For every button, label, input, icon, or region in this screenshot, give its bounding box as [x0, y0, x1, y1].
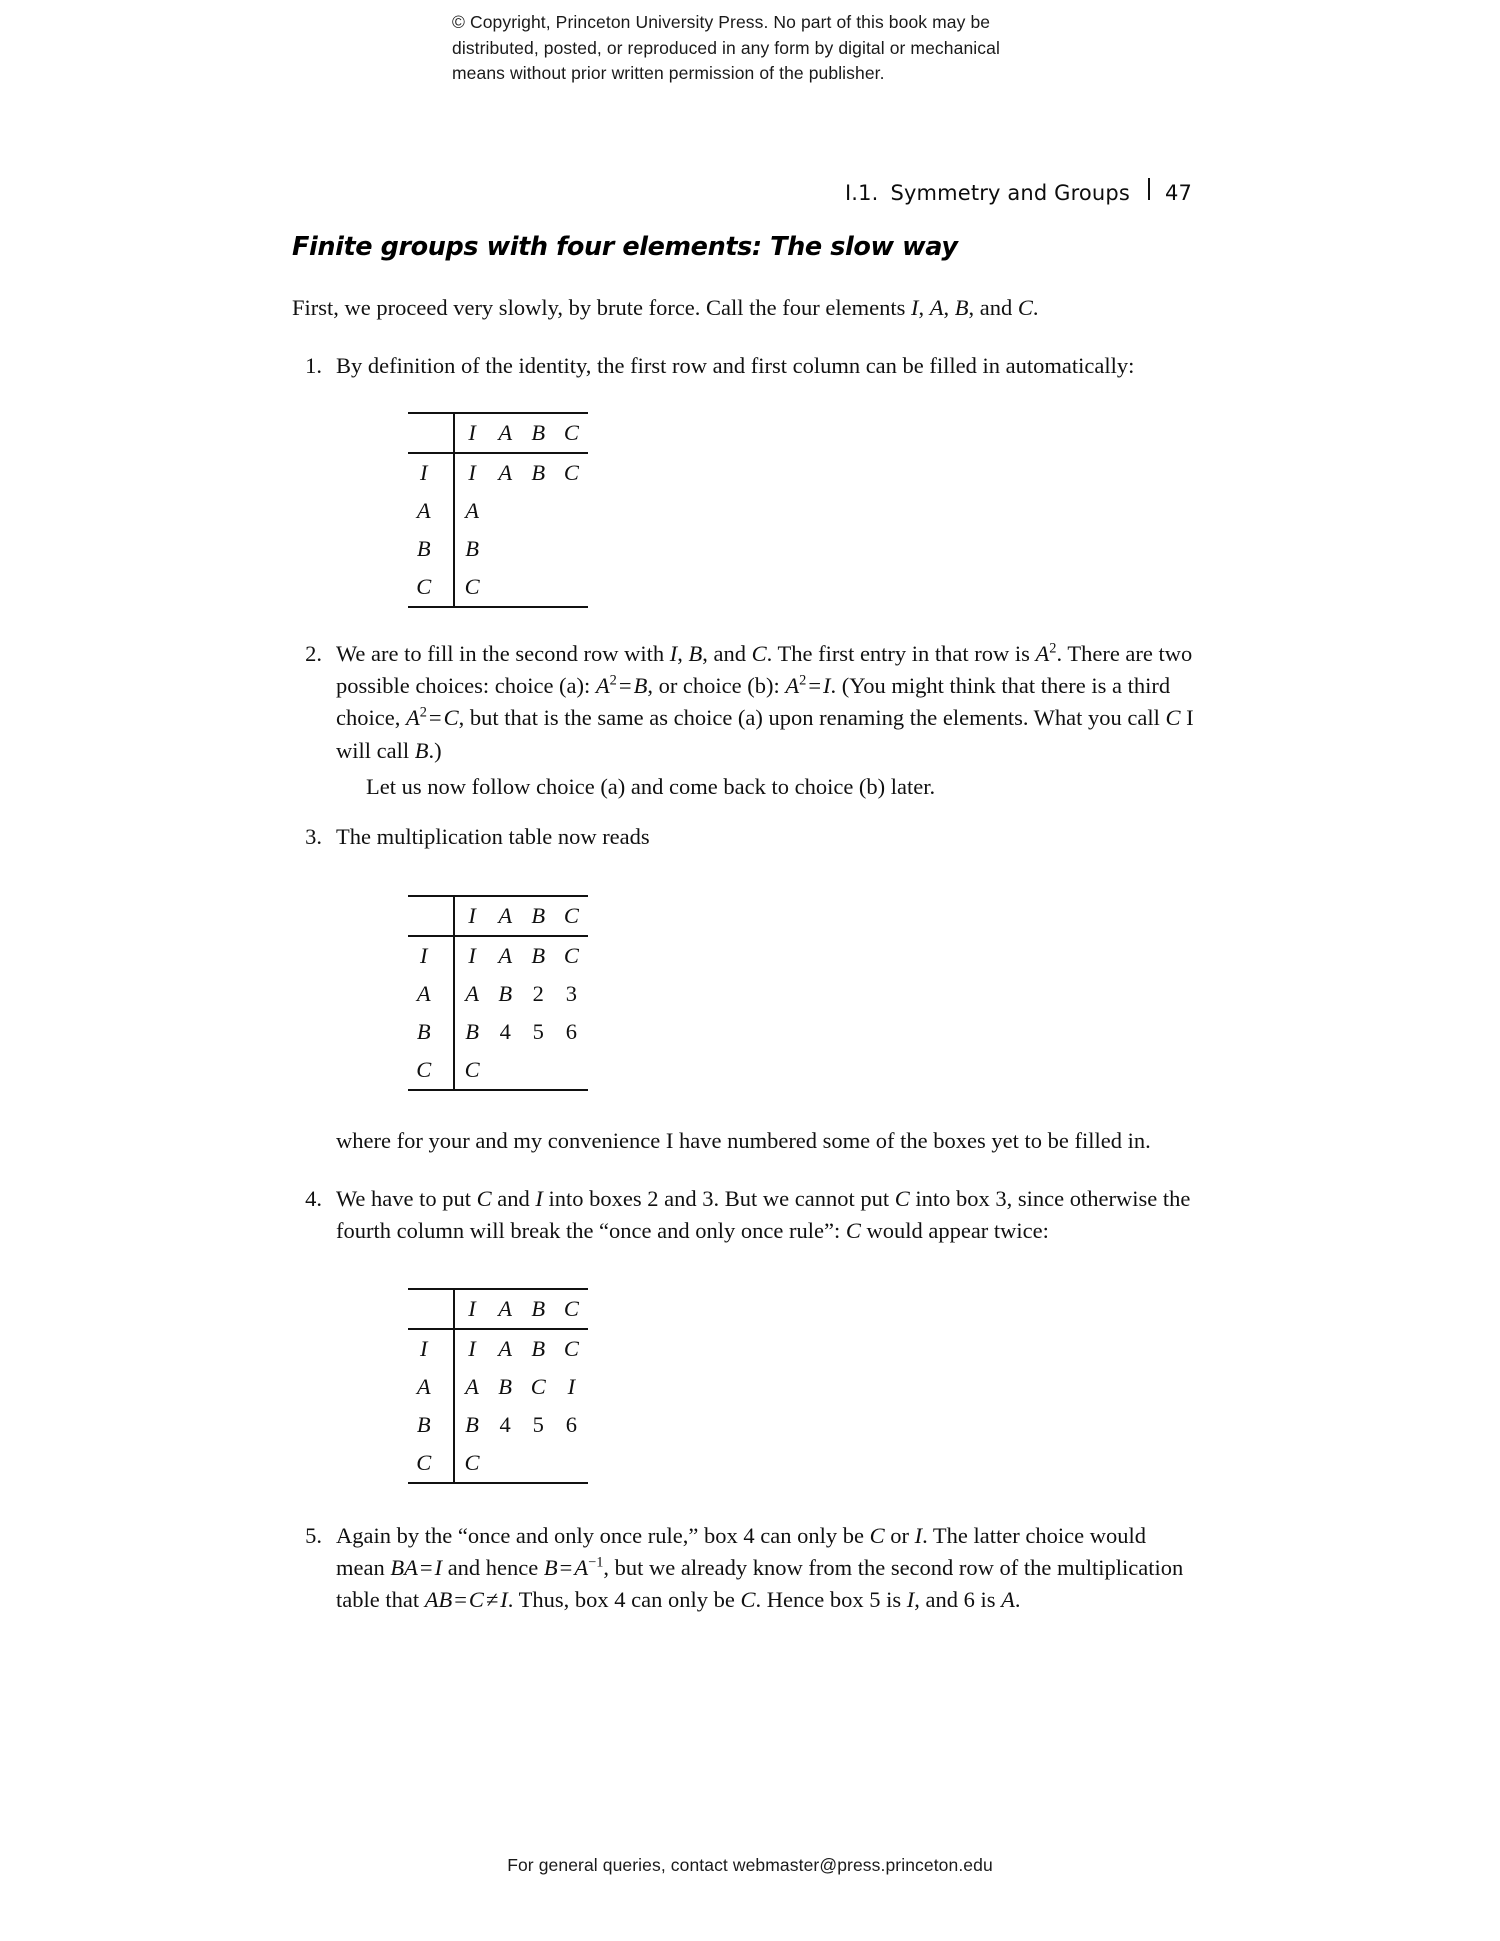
copyright-line-1: © Copyright, Princeton University Press. No part of this book may be	[452, 12, 991, 32]
table-3-cell: I	[567, 1373, 576, 1399]
table-3-col-header: A	[489, 1290, 522, 1329]
table-2-cell: B	[465, 1019, 479, 1045]
table-1-corner-cell	[408, 414, 454, 453]
table-row	[408, 1329, 588, 1368]
table-3-cell-box5: 5	[532, 1411, 544, 1437]
multiplication-table-1-wrapper	[408, 412, 588, 608]
running-head-divider	[1148, 178, 1150, 200]
table-3-cell: A	[465, 1373, 479, 1399]
copyright-notice	[452, 10, 1072, 87]
table-3-cell: C	[563, 1335, 579, 1361]
table-3-cell	[522, 1444, 555, 1482]
multiplication-table-2	[408, 895, 588, 1091]
table-2-cell: B	[498, 981, 513, 1007]
table-3-corner-cell	[408, 1290, 454, 1329]
page-content	[292, 232, 1200, 1616]
table-2-cell-box3: 3	[565, 981, 577, 1007]
multiplication-table-1	[408, 412, 588, 608]
step-number-2: 2.	[305, 641, 322, 667]
table-3-col-header: C	[555, 1290, 588, 1329]
table-2-row-label: A	[408, 975, 454, 1013]
table-row	[408, 1051, 588, 1089]
table-2-row-label: C	[408, 1051, 454, 1089]
table-3-header-row	[408, 1290, 588, 1329]
table-3-cell: C	[530, 1373, 546, 1399]
table-1-header-row	[408, 414, 588, 453]
table-3-row-label: C	[408, 1444, 454, 1482]
table-row	[408, 530, 588, 568]
table-2-cell: C	[464, 1057, 480, 1083]
table-1-cell: A	[498, 460, 513, 486]
copyright-line-2: distributed, posted, or reproduced in any form by digital or mechanical	[452, 37, 1000, 58]
table-1-row-label: I	[408, 453, 454, 492]
table-3-cell: B	[531, 1335, 546, 1361]
step-text-2: We are to fill in the second row with I, B, and C. The first entry in that row is $A^2$. There are two possible choices: choice (a): $A^2=B$, or choice (b): $A^2=I$. (You might think that there is a third choice, $A^2=C$, but that is the same as choice (a) upon renaming the elements. What you call C I will call B.)	[336, 640, 1194, 763]
table-1-cell	[489, 530, 522, 568]
step-2-continuation: Let us now follow choice (a) and come back to choice (b) later.	[366, 773, 936, 799]
table-2-corner-cell	[408, 897, 454, 936]
table-2-cell: C	[563, 943, 579, 969]
table-3-cell: C	[464, 1449, 480, 1475]
table-1-cell	[522, 568, 555, 606]
table-2-bottom-rule	[408, 1089, 588, 1090]
table-3-cell	[555, 1444, 588, 1482]
table-2-cell	[522, 1051, 555, 1089]
table-1-col-header: C	[555, 414, 588, 453]
step-item-1	[292, 350, 1200, 608]
table-1-cell	[522, 530, 555, 568]
step-number-5: 5.	[305, 1522, 322, 1548]
multiplication-table-3	[408, 1288, 588, 1484]
table-3-cell-box6: 6	[565, 1411, 578, 1437]
table-row	[408, 453, 588, 492]
table-2-cell-box5: 5	[532, 1019, 544, 1045]
table-3-cell	[489, 1444, 522, 1482]
table-1-cell	[555, 492, 588, 530]
table-row	[408, 975, 588, 1013]
table-2-cell-box4: 4	[499, 1019, 511, 1045]
table-1-cell	[522, 492, 555, 530]
table-1-cell: B	[531, 460, 546, 486]
intro-paragraph: First, we proceed very slowly, by brute force. Call the four elements I, A, B, and C.	[292, 295, 1039, 320]
running-head-section-number: I.1.	[844, 181, 879, 205]
table-1-col-header: I	[454, 414, 488, 453]
running-head-section-title: Symmetry and Groups	[890, 181, 1130, 205]
table-3-col-header: I	[454, 1290, 488, 1329]
table-3-cell: B	[498, 1373, 512, 1399]
table-row	[408, 1368, 588, 1406]
table-1-cell: C	[464, 574, 480, 600]
step-text-5: Again by the “once and only once rule,” box 4 can only be C or I. The latter choice would mean BA=I and hence $B=A^{-1}$, but we already know from the second row of the multiplication table that AB=C≠I. Thus, box 4 can only be C. Hence box 5 is I, and 6 is A.	[336, 1522, 1184, 1612]
step-item-5	[292, 1520, 1200, 1617]
table-1-cell: C	[563, 460, 579, 486]
footer-notice: For general queries, contact webmaster@press.princeton.edu	[507, 1855, 993, 1875]
table-1-row-label: A	[408, 492, 454, 530]
table-1-cell: B	[465, 536, 479, 562]
table-2-cell: I	[468, 943, 476, 969]
steps-list	[292, 350, 1200, 1616]
table-3-cell-box4: 4	[499, 1411, 511, 1437]
table-2-caption: where for your and my convenience I have numbered some of the boxes yet to be filled in.	[336, 1128, 1151, 1154]
table-1-cell	[489, 492, 522, 530]
multiplication-table-3-wrapper	[408, 1288, 588, 1484]
table-2-cell-box6: 6	[565, 1019, 577, 1045]
table-1-cell	[555, 568, 588, 606]
step-number-3: 3.	[305, 823, 322, 849]
table-2-col-header: I	[454, 897, 488, 936]
table-row	[408, 1013, 588, 1051]
table-2-cell-box2: 2	[532, 981, 544, 1007]
table-2-col-header: A	[489, 897, 522, 936]
table-2-cell	[489, 1051, 522, 1089]
copyright-line-3: means without prior written permission of the publisher.	[452, 63, 885, 84]
table-2-header-row	[408, 897, 588, 936]
table-2-cell: A	[498, 943, 513, 969]
table-row	[408, 568, 588, 606]
table-2-col-header: B	[522, 897, 555, 936]
table-1-row-label: B	[408, 530, 454, 568]
table-2-cell: A	[465, 981, 479, 1007]
table-1-cell	[555, 530, 588, 568]
table-3-row-label: I	[408, 1329, 454, 1368]
table-3-bottom-rule	[408, 1482, 588, 1483]
table-row	[408, 1444, 588, 1482]
section-title: Finite groups with four elements: The slow way	[292, 232, 958, 262]
table-row	[408, 936, 588, 975]
table-2-cell: B	[531, 943, 546, 969]
table-3-row-label: B	[408, 1406, 454, 1444]
step-item-2	[292, 638, 1200, 803]
step-number-1: 1.	[305, 352, 322, 378]
multiplication-table-2-wrapper	[408, 895, 588, 1091]
table-3-cell: B	[465, 1411, 479, 1437]
table-1-bottom-rule	[408, 606, 588, 607]
step-item-4	[292, 1183, 1200, 1483]
table-2-row-label: B	[408, 1013, 454, 1051]
table-1-col-header: A	[489, 414, 522, 453]
table-3-row-label: A	[408, 1368, 454, 1406]
step-text-4: We have to put C and I into boxes 2 and 3. But we cannot put C into box 3, since otherwise the fourth column will break the “once and only once rule”: C would appear twice:	[336, 1186, 1191, 1244]
table-1-row-label: C	[408, 568, 454, 606]
running-head	[845, 178, 1192, 205]
table-row	[408, 492, 588, 530]
table-2-col-header: C	[555, 897, 588, 936]
table-1-cell	[489, 568, 522, 606]
step-item-3	[292, 821, 1200, 1157]
step-text-3: The multiplication table now reads	[336, 823, 650, 849]
table-3-cell: I	[468, 1335, 476, 1361]
step-text-1: By definition of the identity, the first row and first column can be filled in automatically:	[336, 352, 1135, 378]
table-3-cell: A	[498, 1335, 512, 1361]
table-row	[408, 1406, 588, 1444]
table-1-col-header: B	[522, 414, 555, 453]
table-1-cell: I	[468, 460, 476, 486]
table-3-col-header: B	[522, 1290, 555, 1329]
table-1-cell: A	[465, 498, 479, 524]
page-number: 47	[1164, 181, 1192, 205]
table-2-cell	[555, 1051, 588, 1089]
step-number-4: 4.	[305, 1186, 322, 1212]
table-2-row-label: I	[408, 936, 454, 975]
